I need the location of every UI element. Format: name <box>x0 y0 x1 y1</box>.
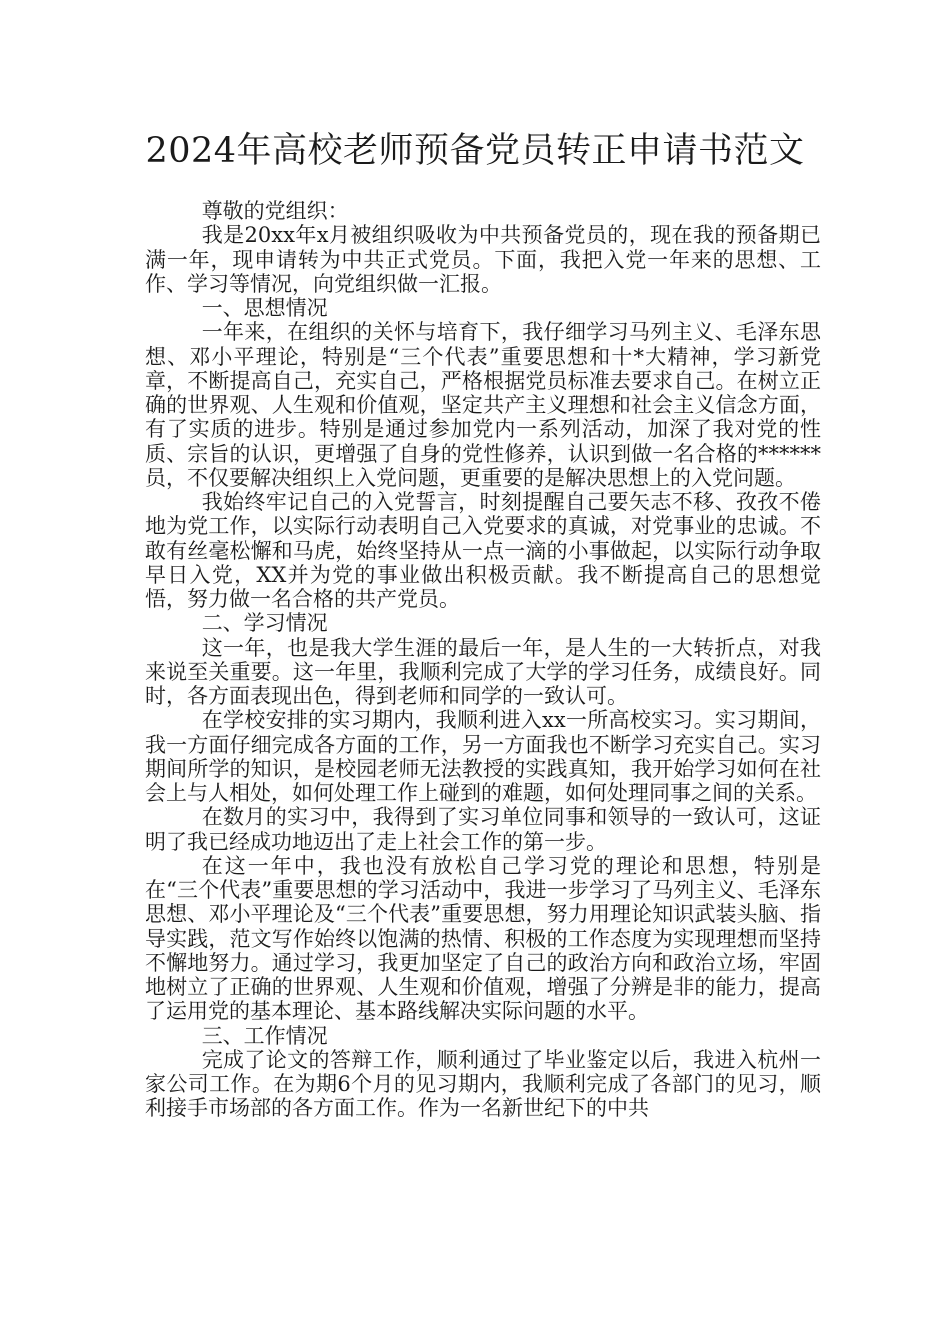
section-heading-work: 三、工作情况 <box>201 1023 328 1048</box>
paragraph: 一年来，在组织的关怀与培育下，我仔细学习马列主义、毛泽东思想、邓小平理论，特别是“三个代表”重要思想和十*大精神，学习新党章，不断提高自己，充实自己，严格根据党员标准去要求自己。在树立正确的世界观、人生观和价值观，坚定共产主义理想和社会主义信念方面，有了实质的进步。特别是通过参加党内一系列活动，加深了我对党的性质、宗旨的认识，更增强了自身的党性修养，认识到做一名合格的******员，不仅要解决组织上入党问题，更重要的是解决思想上的入党问题。 <box>145 320 821 490</box>
document-body <box>145 199 821 1121</box>
paragraph: 在数月的实习中，我得到了实习单位同事和领导的一致认可，这证明了我已经成功地迈出了走上社会工作的第一步。 <box>145 805 821 854</box>
paragraph-intro: 我是20xx年x月被组织吸收为中共预备党员的，现在我的预备期已满一年，现申请转为中共正式党员。下面，我把入党一年来的思想、工作、学习等情况，向党组织做一汇报。 <box>145 223 821 296</box>
section-heading-study: 二、学习情况 <box>201 611 328 636</box>
salutation: 尊敬的党组织： <box>201 199 349 223</box>
paragraph: 在这一年中，我也没有放松自己学习党的理论和思想，特别是在“三个代表”重要思想的学习活动中，我进一步学习了马列主义、毛泽东思想、邓小平理论及“三个代表”重要思想，努力用理论知识武装头脑、指导实践，范文写作始终以饱满的热情、积极的工作态度为实现理想而坚持不懈地努力。通过学习，我更加坚定了自己的政治方向和政治立场，牢固地树立了正确的世界观、人生观和价值观，增强了分辨是非的能力，提高了运用党的基本理论、基本路线解决实际问题的水平。 <box>145 853 821 1024</box>
document-title: 2024年高校老师预备党员转正申请书范文 <box>145 131 805 171</box>
paragraph: 这一年，也是我大学生涯的最后一年，是人生的一大转折点，对我来说至关重要。这一年里，我顺利完成了大学的学习任务，成绩良好。同时，各方面表现出色，得到老师和同学的一致认可。 <box>145 635 821 708</box>
paragraph: 完成了论文的答辩工作，顺利通过了毕业鉴定以后，我进入杭州一家公司工作。在为期6个月的见习期内，我顺利完成了各部门的见习，顺利接手市场部的各方面工作。作为一名新世纪下的中共 <box>145 1047 821 1121</box>
paragraph: 在学校安排的实习期内，我顺利进入xx一所高校实习。实习期间，我一方面仔细完成各方面的工作，另一方面我也不断学习充实自己。实习期间所学的知识，是校园老师无法教授的实践真知，我开始学习如何在社会上与人相处，如何处理工作上碰到的难题，如何处理同事之间的关系。 <box>145 708 821 805</box>
paragraph: 我始终牢记自己的入党誓言，时刻提醒自己要矢志不移、孜孜不倦地为党工作，以实际行动表明自己入党要求的真诚，对党事业的忠诚。不敢有丝毫松懈和马虎，始终坚持从一点一滴的小事做起，以实际行动争取早日入党，XX并为党的事业做出积极贡献。我不断提高自己的思想觉悟，努力做一名合格的共产党员。 <box>145 490 821 611</box>
section-heading-thought: 一、思想情况 <box>201 296 328 320</box>
